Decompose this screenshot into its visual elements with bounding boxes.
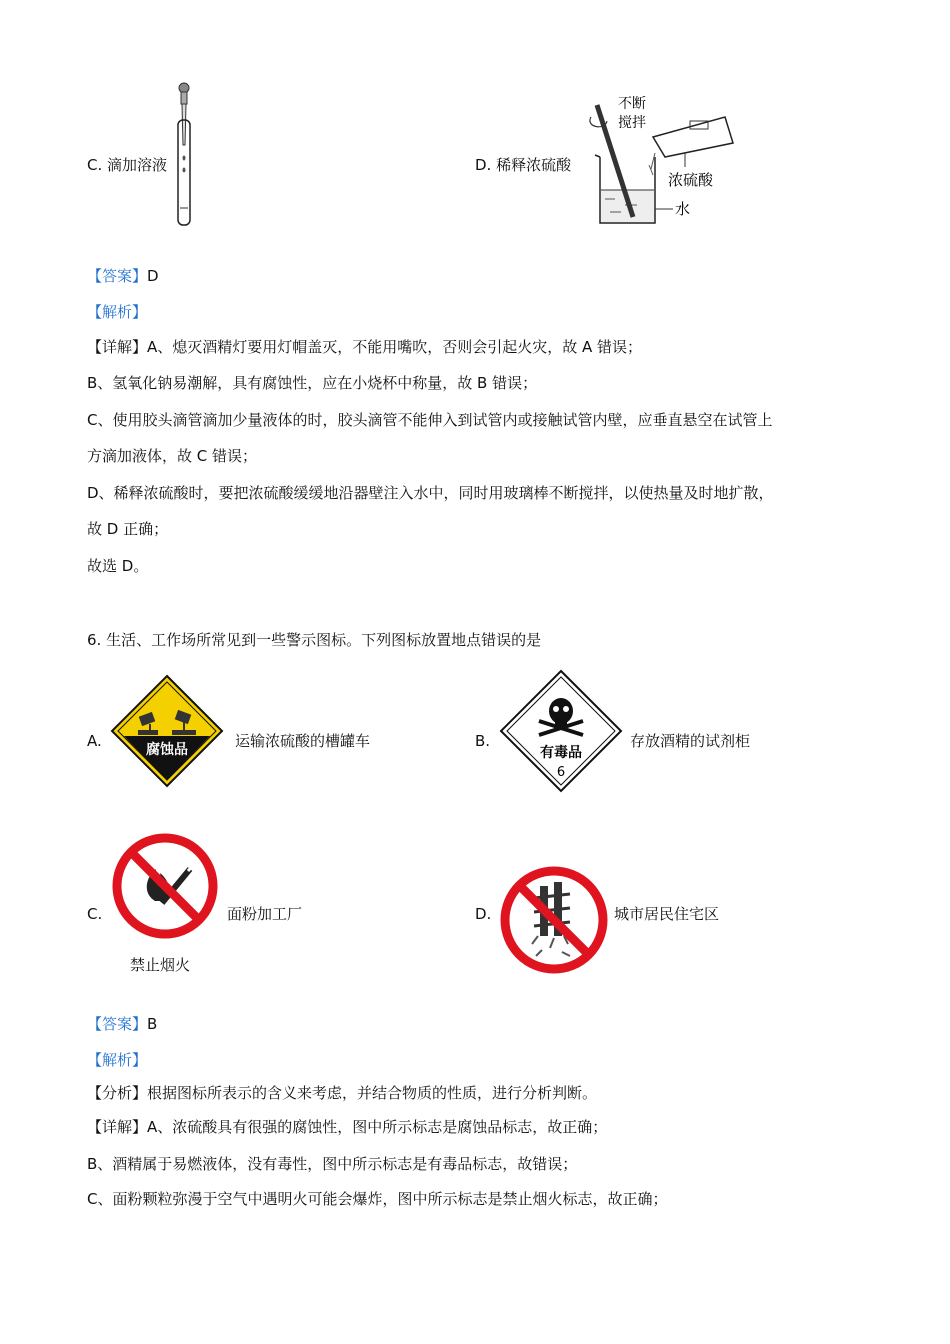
q5-explanation-line: B、氢氧化钠易潮解，具有腐蚀性，应在小烧杯中称量，故 B 错误； xyxy=(87,374,538,392)
q6-option-b-letter: B. xyxy=(475,732,491,750)
stir-label-2: 搅拌 xyxy=(618,115,646,131)
corrosive-sign-text: 腐蚀品 xyxy=(146,742,188,758)
q6-option-c-text: 面粉加工厂 xyxy=(227,905,303,923)
q6-stem: 6. 生活、工作场所常见到一些警示图标。下列图标放置地点错误的是 xyxy=(87,631,542,649)
no-fire-sign-icon xyxy=(110,831,220,941)
q6-answer-row xyxy=(87,1014,157,1034)
analysis-tag: 【解析】 xyxy=(87,1051,148,1069)
no-fireworks-sign-icon xyxy=(498,864,610,976)
toxic-sign-class: 6 xyxy=(556,765,566,780)
q6-explanation-line: B、酒精属于易燃液体，没有毒性，图中所示标志是有毒品标志，故错误； xyxy=(87,1155,578,1173)
q6-explanation-line: 【分析】根据图标所表示的含义来考虑，并结合物质的性质，进行分析判断。 xyxy=(87,1084,598,1102)
q6-option-b-text: 存放酒精的试剂柜 xyxy=(630,732,751,750)
corrosive-sign-icon xyxy=(110,674,224,788)
analysis-tag: 【解析】 xyxy=(87,303,148,321)
q5-option-d-label: D. 稀释浓硫酸 xyxy=(475,156,572,174)
q6-explanation-line: C、面粉颗粒弥漫于空气中遇明火可能会爆炸，图中所示标志是禁止烟火标志，故正确； xyxy=(87,1190,668,1208)
q5-explanation-line: C、使用胶头滴管滴加少量液体的时，胶头滴管不能伸入到试管内或接触试管内壁，应垂直悬空在试管上 xyxy=(87,411,773,429)
q6-option-c-letter: C. xyxy=(87,905,103,923)
no-fire-sign-caption: 禁止烟火 xyxy=(130,956,191,974)
answer-value: D xyxy=(147,267,159,285)
water-label: 水 xyxy=(675,200,691,218)
q6-option-d-letter: D. xyxy=(475,905,492,923)
answer-tag: 【答案】 xyxy=(87,1015,148,1033)
acid-label: 浓硫酸 xyxy=(668,171,714,189)
q6-option-a-letter: A. xyxy=(87,732,102,750)
toxic-sign-text: 有毒品 xyxy=(540,745,582,761)
q5-explanation-line: 【详解】A、熄灭酒精灯要用灯帽盖灭，不能用嘴吹，否则会引起火灾，故 A 错误； xyxy=(87,338,643,356)
dilute-acid-figure xyxy=(585,95,745,230)
q6-option-d-text: 城市居民住宅区 xyxy=(614,905,720,923)
q5-explanation-line: 故选 D。 xyxy=(87,557,149,575)
q5-explanation-line: D、稀释浓硫酸时，要把浓硫酸缓缓地沿器壁注入水中，同时用玻璃棒不断搅拌，以使热量及时地扩散， xyxy=(87,484,774,502)
q5-answer-row xyxy=(87,266,159,286)
answer-value: B xyxy=(147,1015,158,1033)
q6-option-a-text: 运输浓硫酸的槽罐车 xyxy=(235,732,371,750)
toxic-sign-icon xyxy=(499,669,623,793)
dropper-test-tube-figure xyxy=(170,80,200,230)
q5-explanation-line: 方滴加液体，故 C 错误； xyxy=(87,447,258,465)
q5-option-c-label: C. 滴加溶液 xyxy=(87,156,168,174)
answer-tag: 【答案】 xyxy=(87,267,148,285)
stir-label-1: 不断 xyxy=(618,96,646,112)
q6-explanation-line: 【详解】A、浓硫酸具有很强的腐蚀性，图中所示标志是腐蚀品标志，故正确； xyxy=(87,1118,608,1136)
q5-explanation-line: 故 D 正确； xyxy=(87,520,169,538)
